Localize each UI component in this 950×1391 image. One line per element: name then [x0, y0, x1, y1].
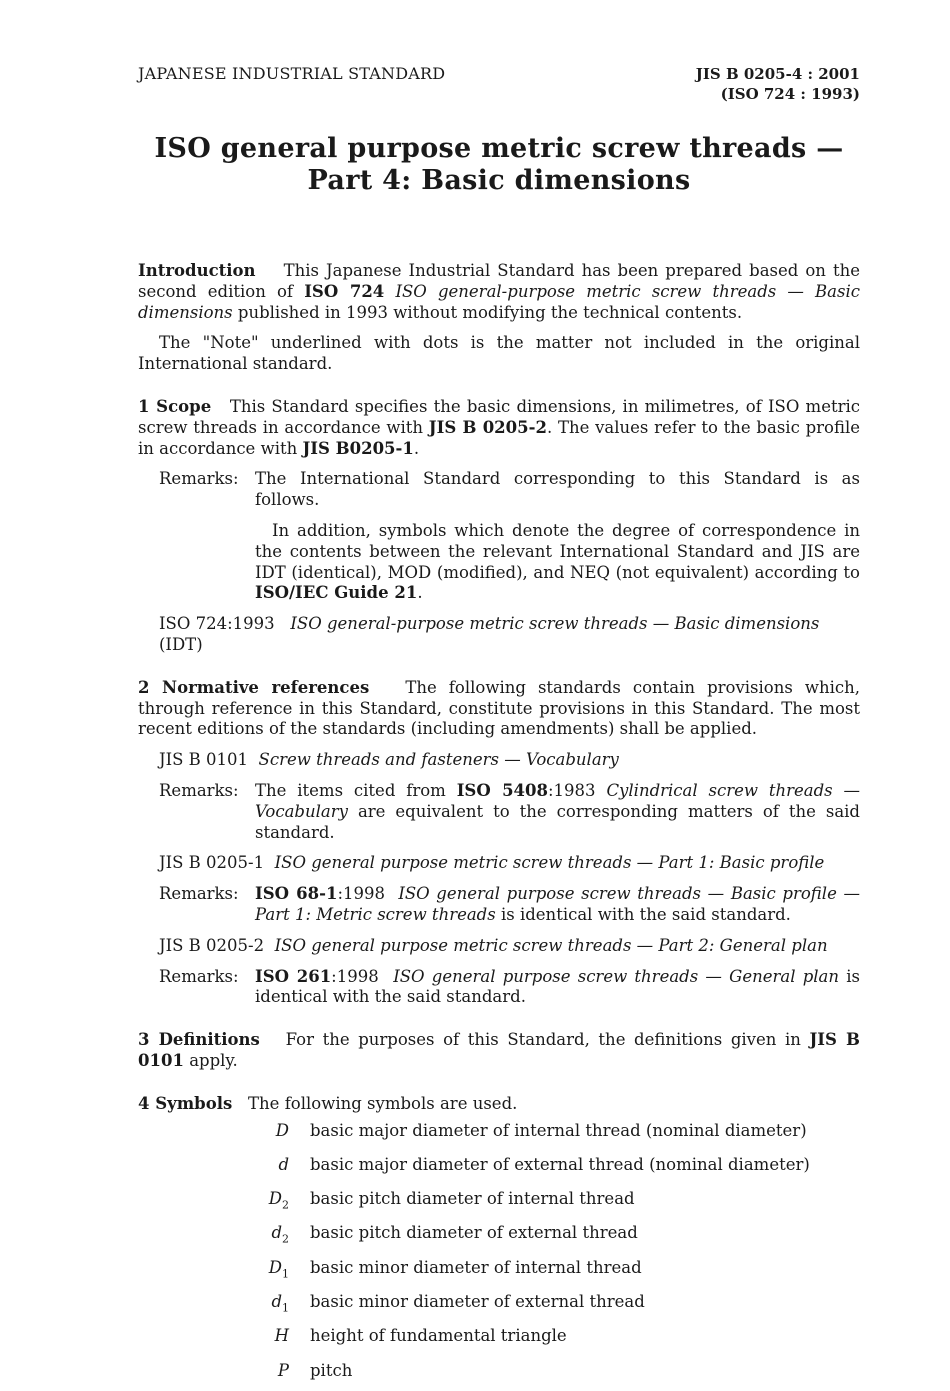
symbol — [138, 1357, 310, 1391]
ref-title: ISO general purpose metric screw threads — Part 1: Basic profile — [274, 853, 825, 873]
idt-tag: (IDT) — [159, 634, 203, 654]
iso-5408-ref: ISO 5408 — [456, 780, 548, 800]
symbol-row — [138, 1117, 860, 1151]
remark-title: ISO general purpose screw threads — General plan — [393, 966, 840, 986]
symbol-description: basic pitch diameter of external thread — [310, 1223, 638, 1243]
remark-text: The items cited from — [255, 780, 446, 800]
symbol — [138, 1254, 310, 1288]
symbol-row — [138, 1151, 860, 1185]
remarks-text — [255, 781, 860, 843]
remarks-label: Remarks: — [159, 966, 239, 986]
remark-text-end: are equivalent to the corresponding matters of the said standard. — [255, 801, 860, 842]
symbol-row — [138, 1185, 860, 1219]
symbol-subscript: 2 — [282, 1198, 289, 1212]
symbol — [138, 1288, 310, 1322]
remarks-label: Remarks: — [159, 780, 239, 800]
symbol-row — [138, 1219, 860, 1253]
iso-261-ref: ISO 261 — [255, 966, 332, 986]
ref-remarks-2 — [159, 884, 860, 926]
symbol-row — [138, 1357, 860, 1391]
symbol-subscript: 1 — [282, 1266, 289, 1280]
symbol-subscript: 2 — [282, 1232, 289, 1246]
symbol — [138, 1185, 310, 1219]
symbol — [138, 1219, 310, 1253]
introduction-paragraph — [138, 261, 860, 323]
symbol — [138, 1322, 310, 1356]
remark-text-end: is identical with the said standard. — [255, 966, 860, 1007]
normative-references-text: The following standards contain provisions which, through reference in this Standard, constitute provisions in this Standard. The most recent editions of the standards (including amendments) shall be applied. — [138, 677, 860, 739]
symbol-letter: P — [277, 1360, 289, 1380]
iso-724-1993: ISO 724:1993 — [159, 614, 275, 634]
remark-text-end: is identical with the said standard. — [500, 904, 791, 924]
correspondence-text-end: . — [417, 583, 423, 603]
remark-year: :1998 — [337, 884, 386, 904]
standard-label: JAPANESE INDUSTRIAL STANDARD — [138, 64, 446, 83]
symbol — [138, 1151, 310, 1185]
symbol-letter: D — [275, 1120, 289, 1140]
remarks-text — [255, 884, 860, 926]
jis-b-0205-2-ref: JIS B 0205-2 — [428, 417, 547, 437]
remark-year: :1983 — [548, 780, 596, 800]
definitions-text-end: apply. — [189, 1050, 238, 1070]
symbol-row — [138, 1288, 860, 1322]
title-line-2: Part 4: Basic dimensions — [307, 165, 691, 196]
symbol-description: pitch — [310, 1360, 353, 1380]
ref-remarks-3 — [159, 967, 860, 1009]
symbol-letter: D — [268, 1257, 282, 1277]
iso-724-ref: ISO 724 — [304, 281, 385, 301]
definitions-paragraph — [138, 1030, 860, 1072]
symbol-row — [138, 1322, 860, 1356]
ref-number: JIS B 0205-2 — [159, 935, 265, 955]
introduction-text: This Japanese Industrial Standard has been prepared based on the second edition of — [138, 261, 860, 301]
ref-jis-b-0101 — [159, 750, 860, 771]
ref-jis-b-0205-1 — [159, 853, 860, 874]
symbol — [138, 1117, 310, 1151]
normative-references-heading: 2 Normative references — [138, 677, 370, 697]
symbol-description: basic minor diameter of external thread — [310, 1291, 645, 1311]
scope-heading: 1 Scope — [138, 396, 212, 416]
ref-title: Screw threads and fasteners — Vocabulary — [258, 750, 619, 770]
scope-remarks — [159, 469, 860, 511]
jis-b0205-1-ref: JIS B0205-1 — [302, 438, 414, 458]
correspondence-text: In addition, symbols which denote the degree of correspondence in the contents between the relevant International Standard and JIS are IDT (identical), MOD (modified), and NEQ (not equivalent) according to — [255, 520, 860, 582]
symbol-letter: D — [268, 1189, 282, 1209]
document-title — [138, 133, 860, 197]
iso-724-1993-title: ISO general-purpose metric screw threads — Basic dimensions — [290, 614, 820, 634]
scope-remarks-continued — [255, 521, 860, 604]
ref-number: JIS B 0205-1 — [159, 853, 265, 873]
symbol-row — [138, 1254, 860, 1288]
page-header — [138, 64, 860, 108]
remark-title: ISO general purpose screw threads — Basic profile — Part 1: Metric screw threads — [255, 884, 860, 924]
scope-text-mid: . The values refer to the basic profile in accordance with — [138, 417, 860, 458]
title-line-1: ISO general purpose metric screw threads — — [154, 133, 844, 164]
symbol-letter: H — [274, 1326, 289, 1346]
symbol-description: height of fundamental triangle — [310, 1326, 567, 1346]
symbols-paragraph — [138, 1094, 860, 1115]
remarks-label: Remarks: — [159, 469, 239, 489]
introduction-heading: Introduction — [138, 261, 256, 280]
standard-number — [696, 64, 860, 104]
symbol-letter: d — [278, 1154, 289, 1174]
remarks-text — [255, 967, 860, 1009]
document-page — [138, 64, 860, 1391]
symbol-description: basic pitch diameter of internal thread — [310, 1189, 635, 1209]
iso-number: (ISO 724 : 1993) — [720, 85, 860, 103]
iso-68-1-ref: ISO 68-1 — [255, 884, 338, 904]
scope-text: This Standard specifies the basic dimensions, in milimetres, of ISO metric screw threads in accordance with — [138, 396, 860, 437]
symbol-letter: d — [271, 1223, 282, 1243]
symbols-list — [138, 1117, 860, 1391]
note-paragraph: The "Note" underlined with dots is the matter not included in the original International standard. — [138, 333, 860, 374]
remark-year: :1998 — [331, 966, 379, 986]
symbol-letter: d — [271, 1291, 282, 1311]
ref-title: ISO general purpose metric screw threads — Part 2: General plan — [274, 935, 828, 955]
iso-iec-guide-ref: ISO/IEC Guide 21 — [255, 583, 418, 603]
symbols-heading: 4 Symbols — [138, 1093, 233, 1113]
normative-references-paragraph — [138, 678, 860, 740]
scope-text-end: . — [413, 438, 420, 458]
scope-paragraph — [138, 397, 860, 459]
symbol-subscript: 1 — [282, 1301, 289, 1315]
symbol-description: basic minor diameter of internal thread — [310, 1257, 642, 1277]
ref-number: JIS B 0101 — [159, 750, 249, 770]
symbol-description: basic major diameter of external thread (nominal diameter) — [310, 1154, 810, 1174]
definitions-text: For the purposes of this Standard, the definitions given in — [285, 1030, 801, 1050]
symbols-text: The following symbols are used. — [248, 1093, 518, 1113]
remarks-text: The International Standard corresponding to this Standard is as follows. — [255, 469, 860, 510]
jis-number: JIS B 0205-4 : 2001 — [695, 65, 860, 83]
symbol-description: basic major diameter of internal thread (nominal diameter) — [310, 1120, 807, 1140]
introduction-text-end: published in 1993 without modifying the technical contents. — [237, 302, 743, 322]
iso-correspondence-line — [159, 614, 860, 656]
iso-724-title: ISO general-purpose metric screw threads — Basic dimensions — [138, 281, 860, 322]
remark-title: Cylindrical screw threads — Vocabulary — [255, 780, 860, 821]
definitions-heading: 3 Definitions — [138, 1030, 260, 1050]
jis-b-0101-ref: JIS B 0101 — [138, 1030, 860, 1070]
ref-remarks-1 — [159, 781, 860, 843]
ref-jis-b-0205-2 — [159, 936, 860, 957]
remarks-label: Remarks: — [159, 884, 239, 904]
